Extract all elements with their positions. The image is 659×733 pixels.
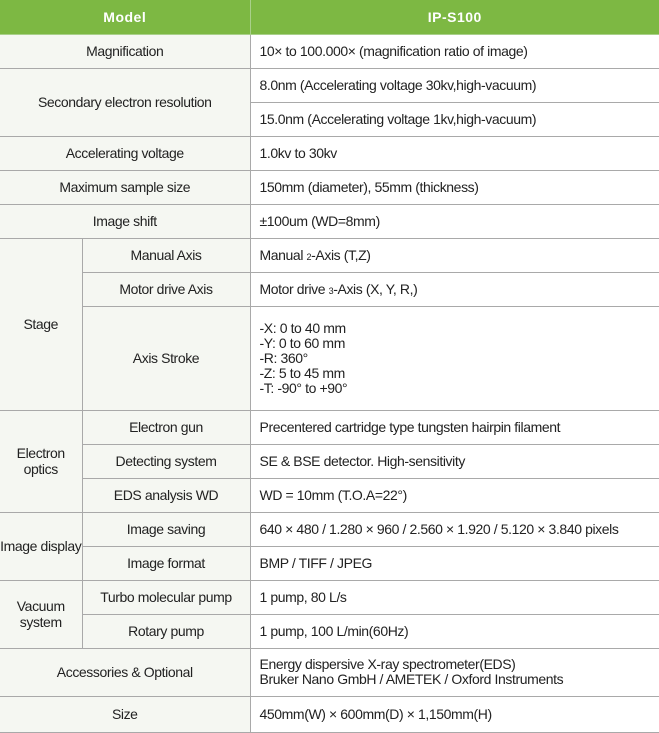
table-row <box>0 204 659 238</box>
table-row <box>0 580 659 614</box>
row-value: 150mm (diameter), 55mm (thickness) <box>250 170 659 204</box>
table-row <box>0 238 659 272</box>
row-label: Image shift <box>0 204 250 238</box>
row-value: 640 × 480 / 1.280 × 960 / 2.560 × 1.920 / 5.120 × 3.840 pixels <box>250 512 659 546</box>
table-row <box>0 444 659 478</box>
row-label: Detecting system <box>82 444 250 478</box>
header-value: IP-S100 <box>250 0 659 34</box>
row-label: Electron gun <box>82 410 250 444</box>
table-row <box>0 546 659 580</box>
row-label: Image saving <box>82 512 250 546</box>
row-label: Manual Axis <box>82 238 250 272</box>
row-value: 1.0kv to 30kv <box>250 136 659 170</box>
table-row <box>0 34 659 68</box>
table-row <box>0 614 659 648</box>
row-value: SE & BSE detector. High-sensitivity <box>250 444 659 478</box>
table-row <box>0 306 659 410</box>
group-label: Electron optics <box>0 410 82 512</box>
row-label: Motor drive Axis <box>82 272 250 306</box>
stroke-line: -Z: 5 to 45 mm <box>259 364 345 381</box>
row-label: EDS analysis WD <box>82 478 250 512</box>
row-value: 450mm(W) × 600mm(D) × 1,150mm(H) <box>250 696 659 732</box>
header-model: Model <box>0 0 250 34</box>
stroke-line: -Y: 0 to 60 mm <box>259 334 345 351</box>
row-label: Axis Stroke <box>82 306 250 410</box>
table-row <box>0 272 659 306</box>
table-row <box>0 68 659 102</box>
table-row <box>0 478 659 512</box>
row-label: Secondary electron resolution <box>0 68 250 136</box>
row-label: Accessories & Optional <box>0 648 250 696</box>
value-num: 2 <box>306 252 312 262</box>
stroke-line: -X: 0 to 40 mm <box>259 319 346 336</box>
group-label: Vacuum system <box>0 580 82 648</box>
row-value <box>250 272 659 306</box>
value-text: -Axis (X, Y, R,) <box>333 281 418 297</box>
row-value <box>250 648 659 696</box>
row-value <box>250 306 659 410</box>
table-row <box>0 648 659 696</box>
row-value: 1 pump, 80 L/s <box>250 580 659 614</box>
row-label: Turbo molecular pump <box>82 580 250 614</box>
value-text: -Axis (T,Z) <box>311 247 371 263</box>
row-value: Precentered cartridge type tungsten hairpin filament <box>250 410 659 444</box>
table-row <box>0 696 659 732</box>
row-label: Maximum sample size <box>0 170 250 204</box>
row-value: 8.0nm (Accelerating voltage 30kv,high-vacuum) <box>250 68 659 102</box>
row-value: 15.0nm (Accelerating voltage 1kv,high-vacuum) <box>250 102 659 136</box>
row-value: 10× to 100.000× (magnification ratio of image) <box>250 34 659 68</box>
row-value: BMP / TIFF / JPEG <box>250 546 659 580</box>
stroke-line: -R: 360° <box>259 349 308 366</box>
group-label: Image display <box>0 512 82 580</box>
table-row <box>0 512 659 546</box>
value-num: 3 <box>328 286 334 296</box>
row-label: Accelerating voltage <box>0 136 250 170</box>
row-label: Image format <box>82 546 250 580</box>
row-label: Rotary pump <box>82 614 250 648</box>
row-label: Size <box>0 696 250 732</box>
row-value: WD = 10mm (T.O.A=22°) <box>250 478 659 512</box>
row-value <box>250 238 659 272</box>
table-row <box>0 136 659 170</box>
row-value: ±100um (WD=8mm) <box>250 204 659 238</box>
value-text: Motor drive <box>259 281 329 297</box>
accessory-line: Energy dispersive X-ray spectrometer(EDS) <box>259 656 516 672</box>
row-label: Magnification <box>0 34 250 68</box>
value-text: Manual <box>259 247 307 263</box>
row-value: 1 pump, 100 L/min(60Hz) <box>250 614 659 648</box>
stroke-line: -T: -90° to +90° <box>259 379 348 396</box>
table-row <box>0 170 659 204</box>
table-row <box>0 410 659 444</box>
accessory-line: Bruker Nano GmbH / AMETEK / Oxford Instruments <box>259 671 564 687</box>
group-label: Stage <box>0 238 82 410</box>
